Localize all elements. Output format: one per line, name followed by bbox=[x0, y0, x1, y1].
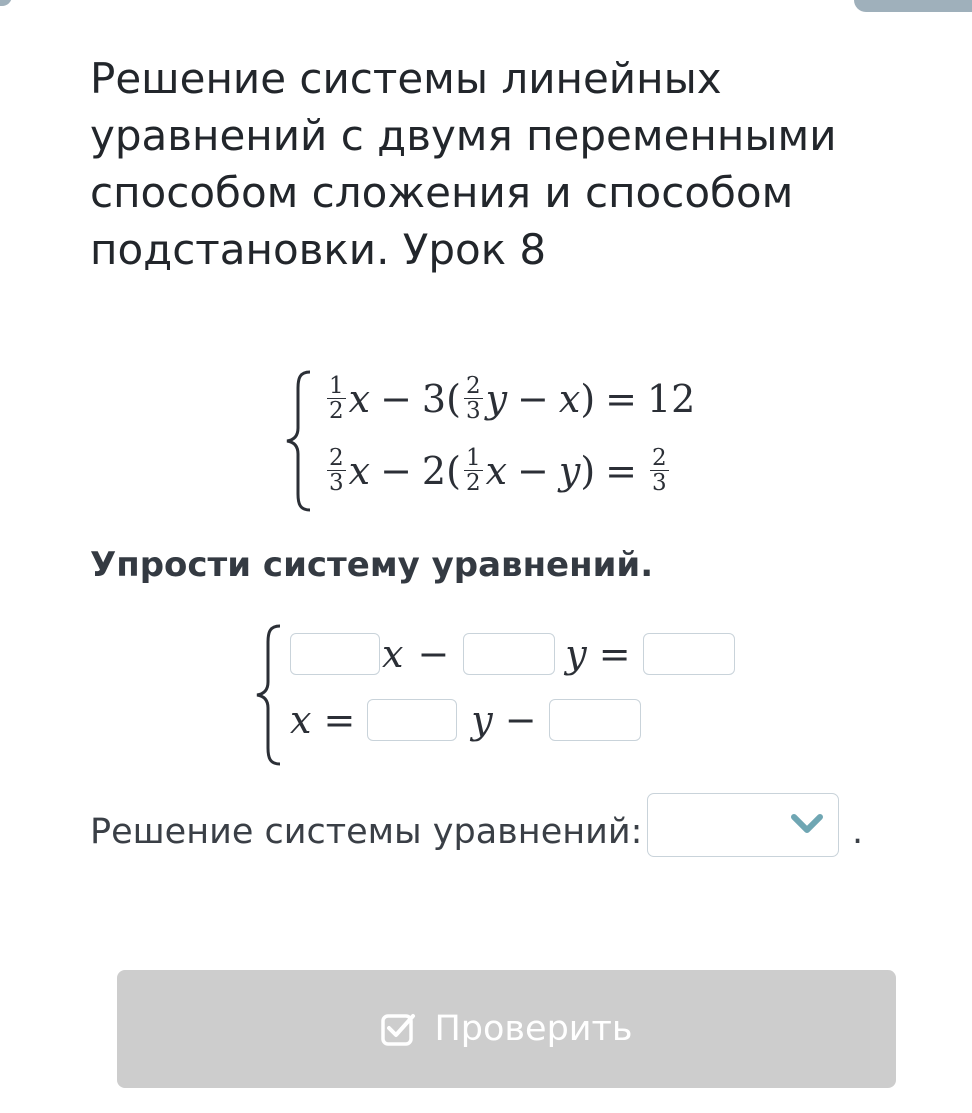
check-button[interactable] bbox=[117, 970, 896, 1088]
instruction: Упрости систему уравнений. bbox=[90, 545, 654, 585]
fraction: $\frac{2}{3}$ bbox=[465, 373, 481, 424]
period: . bbox=[852, 812, 864, 852]
answer-equation-1: x − y = bbox=[290, 632, 735, 676]
checkbox-check-icon bbox=[380, 1011, 416, 1047]
lesson-title: Решение системы линейных уравнений с двумя переменными способом сложения и способом подстановки. Урок 8 bbox=[90, 54, 837, 274]
left-brace-icon bbox=[282, 368, 316, 514]
answer-system bbox=[252, 622, 772, 768]
chevron-down-icon bbox=[790, 812, 824, 836]
input-right-side[interactable] bbox=[643, 633, 735, 675]
fraction: $\frac{2}{3}$ bbox=[652, 445, 667, 496]
input-y-coefficient[interactable] bbox=[463, 633, 555, 675]
input-y-coefficient-2[interactable] bbox=[367, 699, 457, 741]
solution-label: Решение системы уравнений: bbox=[90, 812, 643, 852]
left-brace-icon bbox=[252, 622, 286, 768]
answer-equation-2: x = y − bbox=[290, 698, 641, 742]
fraction: $\frac{1}{2}$ bbox=[465, 445, 481, 496]
check-button-label: Проверить bbox=[434, 1009, 633, 1049]
top-right-tab[interactable] bbox=[854, 0, 972, 12]
input-constant[interactable] bbox=[549, 699, 641, 741]
fraction: $\frac{2}{3}$ bbox=[329, 445, 344, 496]
given-equation-1: $\frac{1}{2}$ x − 3( $\frac{2}{3}$ y − x ) = 12 bbox=[329, 373, 696, 424]
top-left-tab bbox=[0, 0, 12, 6]
given-equation-2: $\frac{2}{3}$ x − 2( $\frac{1}{2}$ x − y ) = $\frac{2}{3}$ bbox=[329, 445, 667, 496]
input-x-coefficient[interactable] bbox=[290, 633, 380, 675]
solution-select[interactable] bbox=[647, 793, 839, 857]
fraction: $\frac{1}{2}$ bbox=[329, 373, 344, 424]
